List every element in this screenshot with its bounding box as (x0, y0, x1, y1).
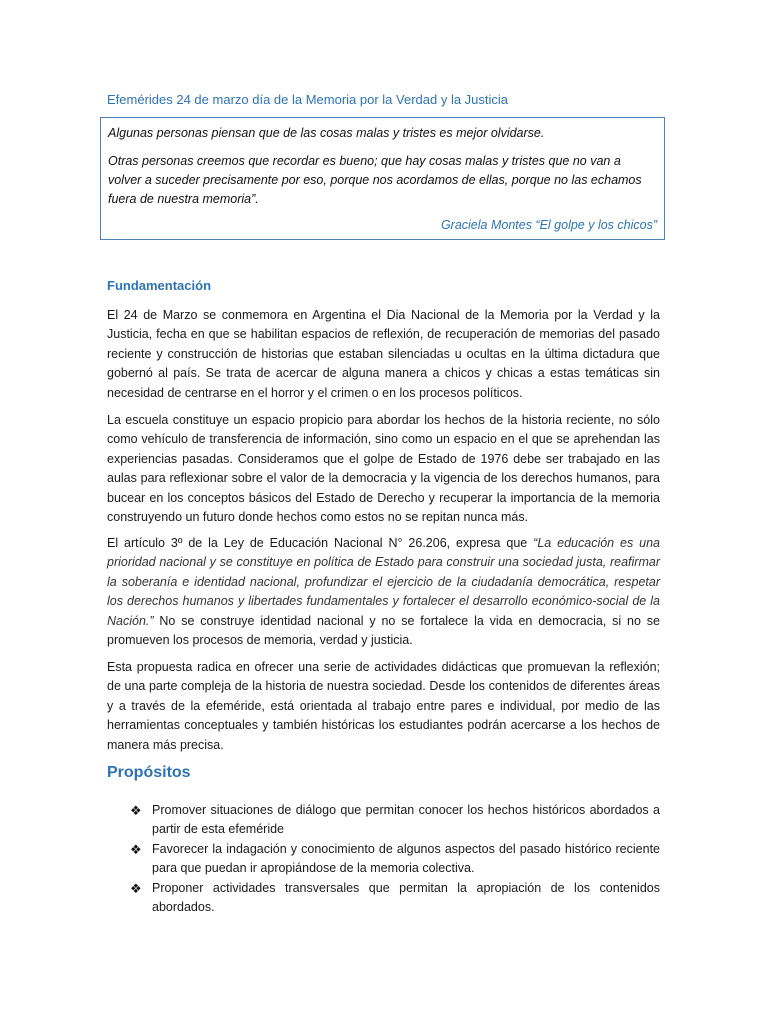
propositos-list (130, 801, 660, 917)
list-item-text: Favorecer la indagación y conocimiento de algunos aspectos del pasado histórico reciente para que puedan ir apropiándose de la memoria colectiva. (152, 841, 660, 876)
paragraph-3-end: No se construye identidad nacional y no se fortalece la vida en democracia, si no se promueven los procesos de memoria, verdad y justicia. (107, 613, 660, 648)
paragraph-2: La escuela constituye un espacio propicio para abordar los hechos de la historia reciente, no sólo como vehículo de transferencia de información, sino como un espacio en el que se aprehendan las experiencias pasadas. Consideramos que el golpe de Estado de 1976 debe ser trabajado en las aulas para reflexionar sobre el valor de la democracia y la vigencia de los derechos humanos, para bucear en los conceptos básicos del Estado de Derecho y recuperar la importancia de la memoria construyendo un futuro donde hechos como estos no se repitan nunca más. (107, 413, 660, 525)
paragraph-3 (107, 534, 660, 650)
paragraph-1: El 24 de Marzo se conmemora en Argentina el Dia Nacional de la Memoria por la Verdad y la Justicia, fecha en que se habilitan espacios de reflexión, de recuperación de memorias del pasado reciente y construcción de historias que estaban silenciadas u ocultas en la última dictadura que gobernó al país. Se trata de acercar de alguna manera a chicos y chicas a estas temáticas sin necesidad de centrarse en el horror y el crimen o en los procesos políticos. (107, 308, 660, 400)
quote-line-1: Algunas personas piensan que de las cosas malas y tristes es mejor olvidarse. (108, 126, 545, 140)
list-item-text: Proponer actividades transversales que permitan la apropiación de los contenidos abordados. (152, 880, 660, 915)
list-item (130, 840, 660, 879)
propositos-heading: Propósitos (107, 764, 191, 781)
diamond-bullet-icon: ❖ (130, 841, 142, 857)
diamond-bullet-icon: ❖ (130, 880, 142, 896)
document-title: Efemérides 24 de marzo día de la Memoria por la Verdad y la Justicia (107, 92, 509, 107)
diamond-bullet-icon: ❖ (130, 803, 142, 818)
quote-author: Graciela Montes “El golpe y los chicos” (440, 218, 657, 232)
law-quote: “La educación es una prioridad nacional y se constituye en política de Estado para construir una sociedad justa, reafirmar la soberanía e identidad nacional, profundizar el ejercicio de la ciudadanía democrática, respetar los derechos humanos y libertades fundamentales y fortalecer el desarrollo económico-social de la Nación.” (107, 536, 661, 628)
paragraph-3-start: El artículo 3º de la Ley de Educación Nacional N° 26.206, expresa que (107, 536, 534, 550)
list-item (130, 801, 660, 840)
paragraph-4: Esta propuesta radica en ofrecer una serie de actividades didácticas que promuevan la reflexión; de una parte compleja de la historia de nuestra sociedad. Desde los contenidos de diferentes áreas y a través de la efeméride, está orientada al trabajo entre pares e individual, por medio de las herramientas conceptuales y también históricas los estudiantes podrán acercarse a los hechos de manera más precisa. (107, 660, 660, 752)
list-item (130, 879, 660, 918)
quote-box (100, 117, 665, 240)
fundamentacion-heading: Fundamentación (107, 278, 212, 293)
quote-line-2: Otras personas creemos que recordar es bueno; que hay cosas malas y tristes que no van a volver a suceder precisamente por eso, porque nos acordamos de ellas, porque no las echamos fuera de nuestra memoria”. (108, 154, 642, 206)
list-item-text: Promover situaciones de diálogo que permitan conocer los hechos históricos abordados a partir de esta efeméride (152, 803, 660, 837)
